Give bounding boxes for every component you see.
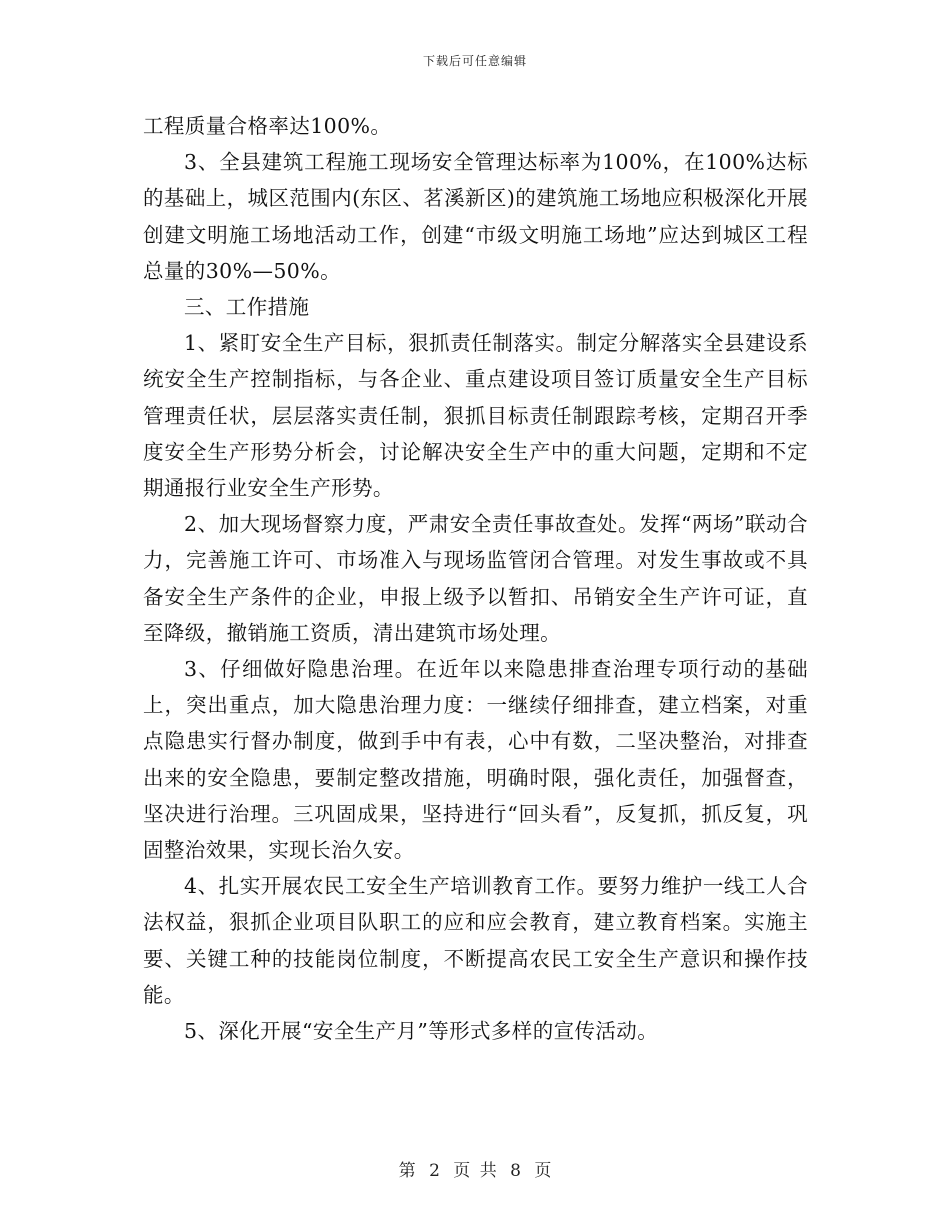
paragraph-measure-5: 5、深化开展“安全生产月”等形式多样的宣传活动。 <box>184 1019 659 1044</box>
footer-suffix: 页 <box>534 1161 552 1181</box>
footer-prefix: 第 <box>398 1161 416 1181</box>
page-total: 8 <box>510 1161 521 1181</box>
paragraph-item-3-target: 3、全县建筑工程施工现场安全管理达标率为100%，在100%达标的基础上，城区范围内(东区、茗溪新区)的建筑施工场地应积极深化开展创建文明施工场地活动工作，创建“市级文明施工场地”应达到城区工程总量的30%—50%。 <box>143 150 808 283</box>
paragraph-measure-3: 3、仔细做好隐患治理。在近年以来隐患排查治理专项行动的基础上，突出重点，加大隐患治理力度：一继续仔细排查，建立档案，对重点隐患实行督办制度，做到手中有表，心中有数，二坚决整治，对排查出来的安全隐患，要制定整改措施，明确时限，强化责任，加强督查，坚决进行治理。三巩固成果，坚持进行“回头看”，反复抓，抓反复，巩固整治效果，实现长治久安。 <box>143 657 808 863</box>
page-footer <box>0 1156 950 1181</box>
paragraph-measure-2: 2、加大现场督察力度，严肃安全责任事故查处。发挥“两场”联动合力，完善施工许可、市场准入与现场监管闭合管理。对发生事故或不具备安全生产条件的企业，申报上级予以暂扣、吊销安全生产许可证，直至降级，撤销施工资质，清出建筑市场处理。 <box>143 512 808 645</box>
page-number: 2 <box>429 1161 440 1181</box>
footer-middle: 页 共 <box>453 1161 497 1181</box>
paragraph-measure-4: 4、扎实开展农民工安全生产培训教育工作。要努力维护一线工人合法权益，狠抓企业项目队职工的应和应会教育，建立教育档案。实施主要、关键工种的技能岗位制度，不断提高农民工安全生产意识和操作技能。 <box>143 874 808 1007</box>
paragraph-measure-1: 1、紧盯安全生产目标，狠抓责任制落实。制定分解落实全县建设系统安全生产控制指标，与各企业、重点建设项目签订质量安全生产目标管理责任状，层层落实责任制，狠抓目标责任制跟踪考核，定期召开季度安全生产形势分析会，讨论解决安全生产中的重大问题，定期和不定期通报行业安全生产形势。 <box>143 331 808 501</box>
paragraph-continuation: 工程质量合格率达100%。 <box>143 114 392 138</box>
page-header: 下载后可任意编辑 <box>422 54 527 68</box>
document-body <box>143 108 808 1049</box>
section-heading-measures: 三、工作措施 <box>184 295 310 320</box>
